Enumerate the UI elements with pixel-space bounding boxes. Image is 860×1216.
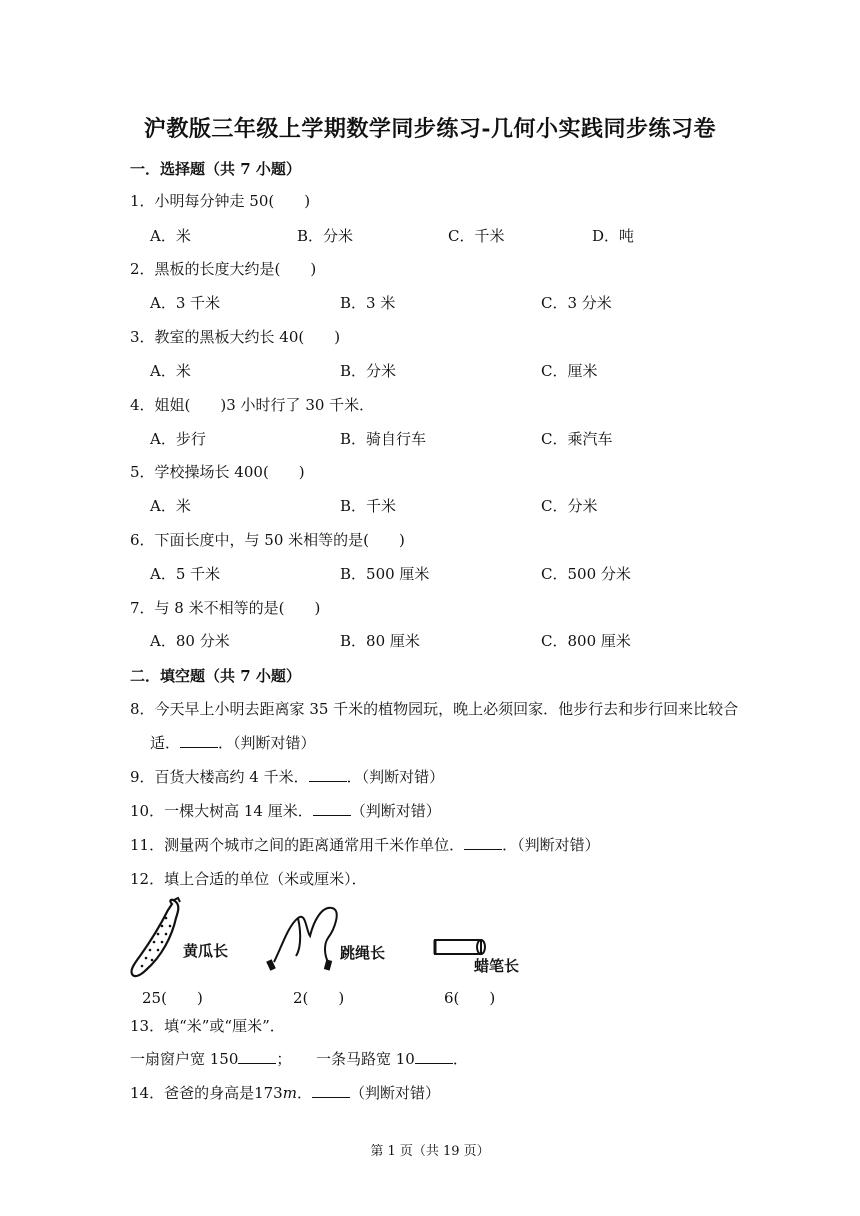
section-heading-choice: 一．选择题（共 7 小题） bbox=[130, 160, 301, 178]
question-13-a-suffix: ； bbox=[276, 1050, 292, 1068]
question-14-text: 14．爸爸的身高是173 bbox=[130, 1084, 283, 1102]
question-7-option-b: B．80 厘米 bbox=[340, 632, 420, 650]
question-8-text: 适． bbox=[150, 734, 181, 752]
question-7-option-a: A．80 分米 bbox=[150, 632, 230, 650]
question-3-option-b: B．分米 bbox=[340, 362, 397, 380]
jump-rope-answer[interactable]: 2( ) bbox=[293, 989, 345, 1007]
question-14-mid: ． bbox=[296, 1084, 312, 1102]
question-3-option-a: A．米 bbox=[150, 362, 191, 380]
section-heading-fill: 二．填空题（共 7 小题） bbox=[130, 667, 301, 685]
answer-blank[interactable] bbox=[238, 1049, 276, 1064]
question-2-option-b: B．3 米 bbox=[340, 294, 396, 312]
question-6-option-b: B．500 厘米 bbox=[340, 565, 430, 583]
question-8-line-1: 8．今天早上小明去距离家 35 千米的植物园玩，晚上必须回家．他步行去和步行回来比较合 bbox=[130, 700, 739, 718]
question-1-option-d: D．吨 bbox=[592, 227, 635, 245]
question-13-b-suffix: ． bbox=[452, 1050, 468, 1068]
question-9 bbox=[130, 766, 444, 787]
cucumber-answer[interactable]: 25( ) bbox=[142, 989, 203, 1007]
question-5-option-c: C．分米 bbox=[541, 497, 598, 515]
question-4-option-c: C．乘汽车 bbox=[541, 430, 613, 448]
question-7-stem: 7．与 8 米不相等的是( ) bbox=[130, 599, 321, 617]
question-1-option-b: B．分米 bbox=[297, 227, 354, 245]
question-13-part-b bbox=[316, 1048, 468, 1069]
crayon-answer[interactable]: 6( ) bbox=[444, 989, 496, 1007]
question-6-stem: 6．下面长度中，与 50 米相等的是( ) bbox=[130, 531, 405, 549]
answer-blank[interactable] bbox=[464, 835, 502, 850]
question-2-option-a: A．3 千米 bbox=[150, 294, 221, 312]
question-13-stem: 13．填“米”或“厘米”． bbox=[130, 1017, 285, 1035]
question-12-stem: 12．填上合适的单位（米或厘米）． bbox=[130, 870, 367, 888]
jump-rope-illustration bbox=[262, 896, 352, 976]
question-9-suffix: ．（判断对错） bbox=[346, 768, 445, 786]
question-1-option-a: A．米 bbox=[150, 227, 191, 245]
cucumber-label: 黄瓜长 bbox=[183, 942, 229, 960]
question-7-option-c: C．800 厘米 bbox=[541, 632, 631, 650]
question-3-option-c: C．厘米 bbox=[541, 362, 598, 380]
answer-blank[interactable] bbox=[312, 1083, 350, 1098]
question-11-suffix: ．（判断对错） bbox=[502, 836, 600, 854]
question-5-stem: 5．学校操场长 400( ) bbox=[130, 463, 305, 481]
question-14 bbox=[130, 1082, 440, 1103]
question-5-option-a: A．米 bbox=[150, 497, 191, 515]
question-14-unit: m bbox=[282, 1084, 297, 1102]
question-5-option-b: B．千米 bbox=[340, 497, 397, 515]
question-4-option-b: B．骑自行车 bbox=[340, 430, 427, 448]
answer-blank[interactable] bbox=[309, 767, 347, 782]
question-4-stem: 4．姐姐( )3 小时行了 30 千米． bbox=[130, 396, 375, 414]
page-footer: 第 1 页（共 19 页） bbox=[370, 1144, 490, 1159]
question-9-text: 9．百货大楼高约 4 千米． bbox=[130, 768, 309, 786]
answer-blank[interactable] bbox=[415, 1049, 453, 1064]
question-8-line-2 bbox=[150, 732, 316, 753]
question-6-option-c: C．500 分米 bbox=[541, 565, 631, 583]
answer-blank[interactable] bbox=[180, 733, 218, 748]
question-3-stem: 3．教室的黑板大约长 40( ) bbox=[130, 328, 341, 346]
question-6-option-a: A．5 千米 bbox=[150, 565, 221, 583]
question-2-option-c: C．3 分米 bbox=[541, 294, 612, 312]
question-13-b-text: 一条马路宽 10 bbox=[316, 1050, 415, 1068]
question-11-text: 11．测量两个城市之间的距离通常用千米作单位． bbox=[130, 836, 465, 854]
question-10 bbox=[130, 800, 441, 821]
document-title: 沪教版三年级上学期数学同步练习-几何小实践同步练习卷 bbox=[143, 116, 717, 142]
cucumber-illustration bbox=[128, 896, 188, 980]
question-13-part-a bbox=[130, 1048, 291, 1069]
question-10-text: 10．一棵大树高 14 厘米． bbox=[130, 802, 313, 820]
question-2-stem: 2．黑板的长度大约是( ) bbox=[130, 260, 317, 278]
crayon-label: 蜡笔长 bbox=[474, 957, 520, 975]
question-14-suffix: （判断对错） bbox=[349, 1084, 440, 1102]
question-10-suffix: （判断对错） bbox=[350, 802, 441, 820]
question-1-option-c: C．千米 bbox=[448, 227, 505, 245]
question-11 bbox=[130, 834, 600, 855]
question-1-stem: 1．小明每分钟走 50( ) bbox=[130, 192, 311, 210]
jump-rope-label: 跳绳长 bbox=[340, 944, 386, 962]
answer-blank[interactable] bbox=[313, 801, 351, 816]
question-8-suffix: ．（判断对错） bbox=[218, 734, 316, 752]
question-13-a-text: 一扇窗户宽 150 bbox=[130, 1050, 239, 1068]
question-4-option-a: A．步行 bbox=[150, 430, 206, 448]
